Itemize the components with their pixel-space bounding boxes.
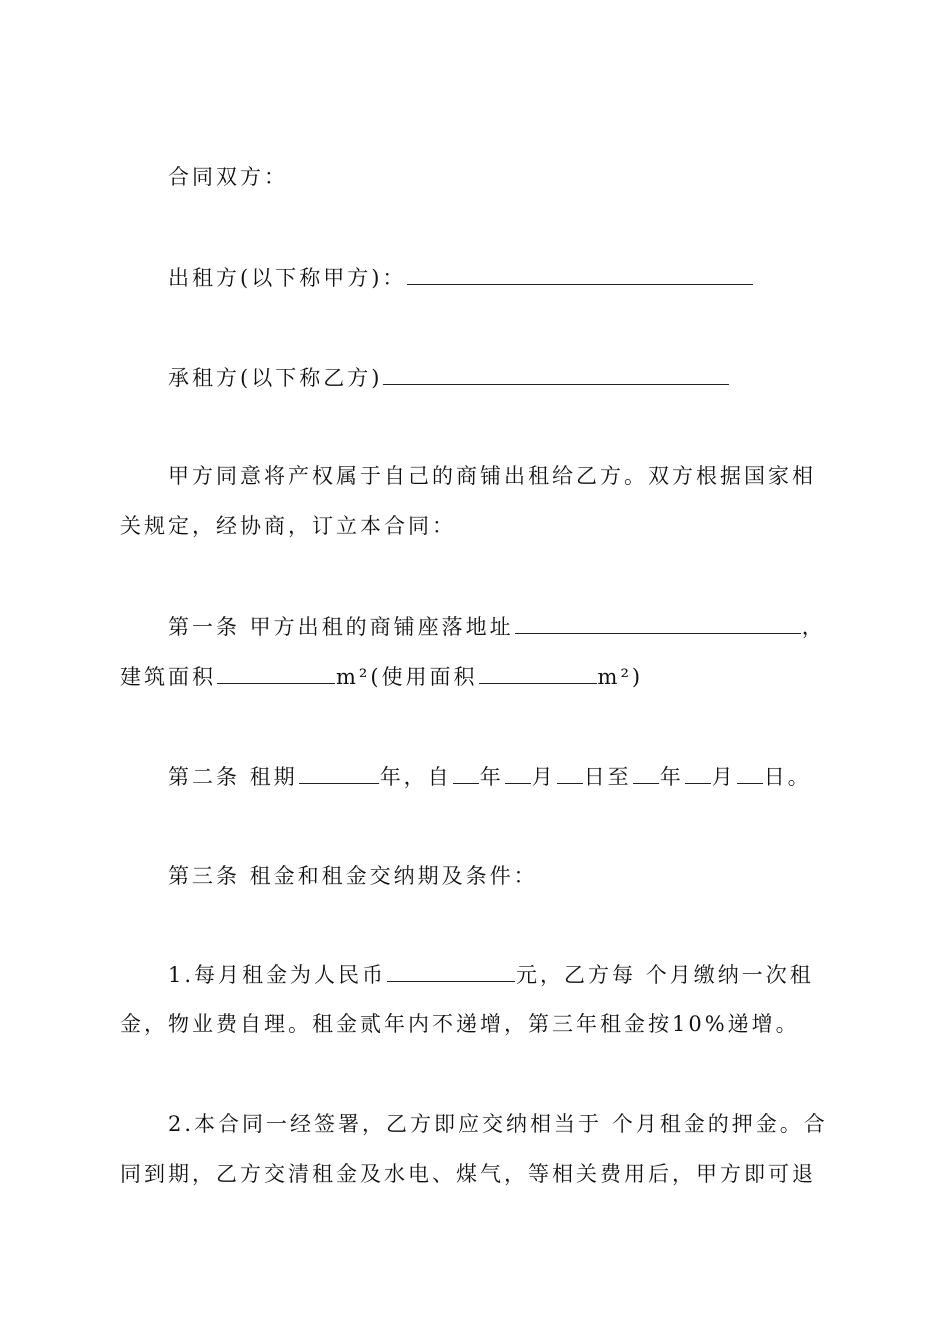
month-label-2: 月 xyxy=(711,765,736,789)
end-year-blank xyxy=(633,762,659,784)
payment-cycle-text: 元，乙方每 个月缴纳一次租 xyxy=(516,963,814,987)
month-label-1: 月 xyxy=(531,765,556,789)
lessee-blank xyxy=(383,363,729,385)
start-day-blank xyxy=(557,762,583,784)
term-years-blank xyxy=(299,762,379,784)
building-area-blank xyxy=(217,662,335,684)
lessee-label: 承租方(以下称乙方) xyxy=(168,366,383,390)
item1-text-2: 金，物业费自理。租金贰年内不递增，第三年租金按10%递增。 xyxy=(120,1012,800,1036)
item2-line-1 xyxy=(168,1110,828,1138)
lessor-blank xyxy=(407,263,753,285)
intro-text-2: 关规定，经协商，订立本合同： xyxy=(120,514,456,538)
start-year-blank xyxy=(453,762,479,784)
lessor-label: 出租方(以下称甲方)： xyxy=(168,266,407,290)
end-day-blank xyxy=(737,762,763,784)
article1-line-2 xyxy=(120,662,643,691)
lessee-line xyxy=(168,363,730,392)
article2-term-label: 第二条 租期 xyxy=(168,765,298,789)
item2-line-2 xyxy=(120,1160,816,1188)
intro-line-2 xyxy=(120,512,456,540)
parties-heading-text: 合同双方： xyxy=(168,165,288,189)
intro-line-1 xyxy=(168,462,816,490)
monthly-rent-label: 1.每月租金为人民币 xyxy=(168,963,387,987)
article1-prefix: 第一条 甲方出租的商铺座落地址 xyxy=(168,615,514,639)
day-label-2: 日。 xyxy=(763,765,812,789)
article1-line-1 xyxy=(168,612,826,641)
start-month-blank xyxy=(505,762,531,784)
usable-area-unit: m²) xyxy=(597,665,644,689)
item2-text-2: 同到期，乙方交清租金及水电、煤气，等相关费用后，甲方即可退 xyxy=(120,1162,816,1186)
item2-text-1: 2.本合同一经签署，乙方即应交纳相当于 个月租金的押金。合 xyxy=(168,1112,828,1136)
year-label-1: 年 xyxy=(479,765,504,789)
usable-area-blank xyxy=(479,662,597,684)
building-area-label: 建筑面积 xyxy=(120,665,216,689)
item1-line-1 xyxy=(168,960,814,989)
parties-heading xyxy=(168,163,288,191)
address-blank xyxy=(515,612,801,634)
item1-line-2 xyxy=(120,1010,800,1038)
monthly-rent-blank xyxy=(387,960,515,982)
end-month-blank xyxy=(685,762,711,784)
lessor-line xyxy=(168,263,754,292)
term-from-label: 年，自 xyxy=(379,765,452,789)
article3-heading-text: 第三条 租金和租金交纳期及条件： xyxy=(168,864,538,888)
day-to-label: 日至 xyxy=(583,765,632,789)
usable-area-label: m²(使用面积 xyxy=(336,665,478,689)
article1-suffix: ， xyxy=(801,615,826,639)
article3-heading xyxy=(168,862,538,890)
intro-text-1: 甲方同意将产权属于自己的商铺出租给乙方。双方根据国家相 xyxy=(168,464,816,488)
year-label-2: 年 xyxy=(659,765,684,789)
article2-line xyxy=(168,762,812,791)
